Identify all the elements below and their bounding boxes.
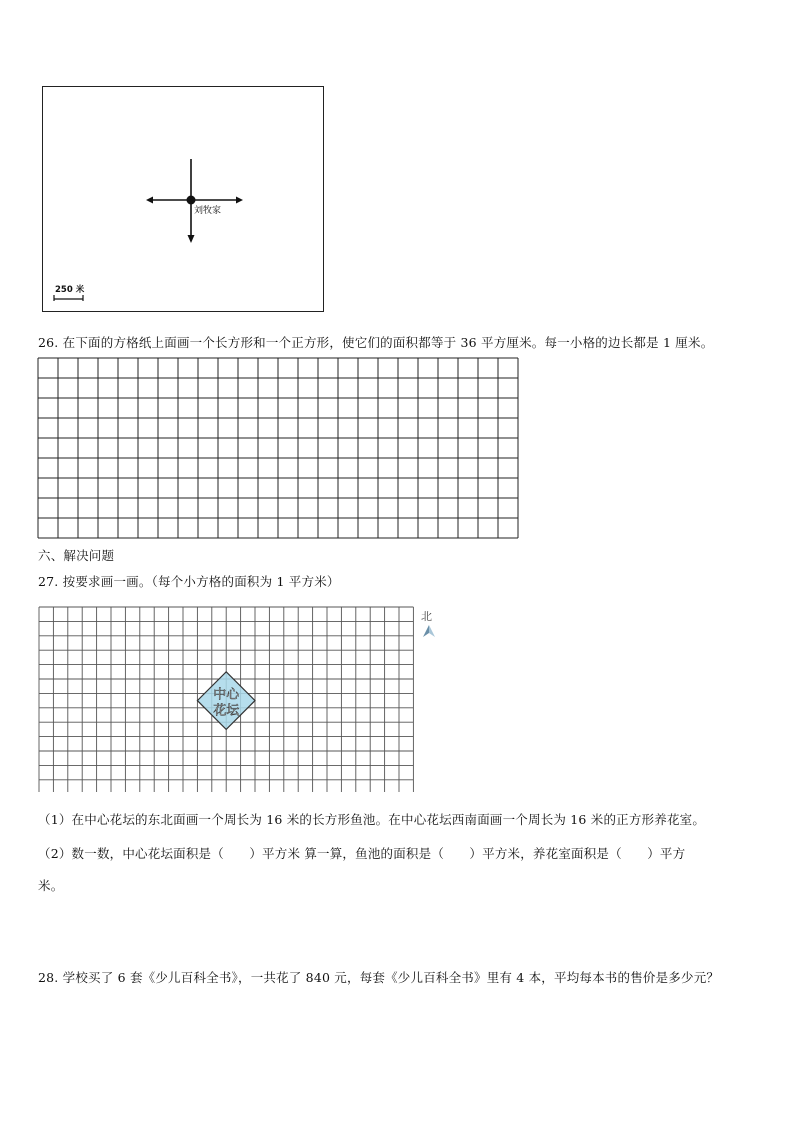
- garden-label-line1: 中心: [213, 687, 240, 703]
- map-figure: [42, 86, 324, 312]
- south-arrow-icon: [188, 235, 195, 243]
- map-svg: [43, 87, 325, 313]
- home-label: 刘牧家: [194, 206, 222, 216]
- section-6-title: 六、解决问题: [38, 548, 115, 563]
- question-27-sub2-line1: （2）数一数，中心花坛面积是（ ）平方米 算一算，鱼池的面积是（ ）平方米，养花室面积是（ ）平方: [38, 846, 686, 861]
- home-dot-icon: [187, 196, 196, 205]
- north-indicator: [418, 608, 440, 640]
- grid-paper-27[interactable]: [38, 606, 418, 792]
- west-arrow-icon: [146, 197, 153, 204]
- grid-paper-26[interactable]: [37, 357, 521, 541]
- garden-label-line2: 花坛: [213, 703, 240, 719]
- north-label: 北: [421, 610, 432, 623]
- east-arrow-icon: [236, 197, 243, 204]
- question-28-text: 28. 学校买了 6 套《少儿百科全书》，一共花了 840 元，每套《少儿百科全书》里有 4 本，平均每本书的售价是多少元？: [38, 970, 720, 985]
- question-27-sub2-line2: 米。: [38, 878, 64, 893]
- north-arrow-icon: [422, 624, 436, 638]
- question-26-text: 26. 在下面的方格纸上面画一个长方形和一个正方形，使它们的面积都等于 36 平方厘米。每一小格的边长都是 1 厘米。: [38, 335, 714, 350]
- question-27-sub1: （1）在中心花坛的东北面画一个周长为 16 米的长方形鱼池。在中心花坛西南面画一个周长为 16 米的正方形养花室。: [38, 812, 706, 827]
- question-27-text: 27. 按要求画一画。（每个小方格的面积为 1 平方米）: [38, 574, 340, 589]
- scale-label: 250 米: [55, 285, 85, 295]
